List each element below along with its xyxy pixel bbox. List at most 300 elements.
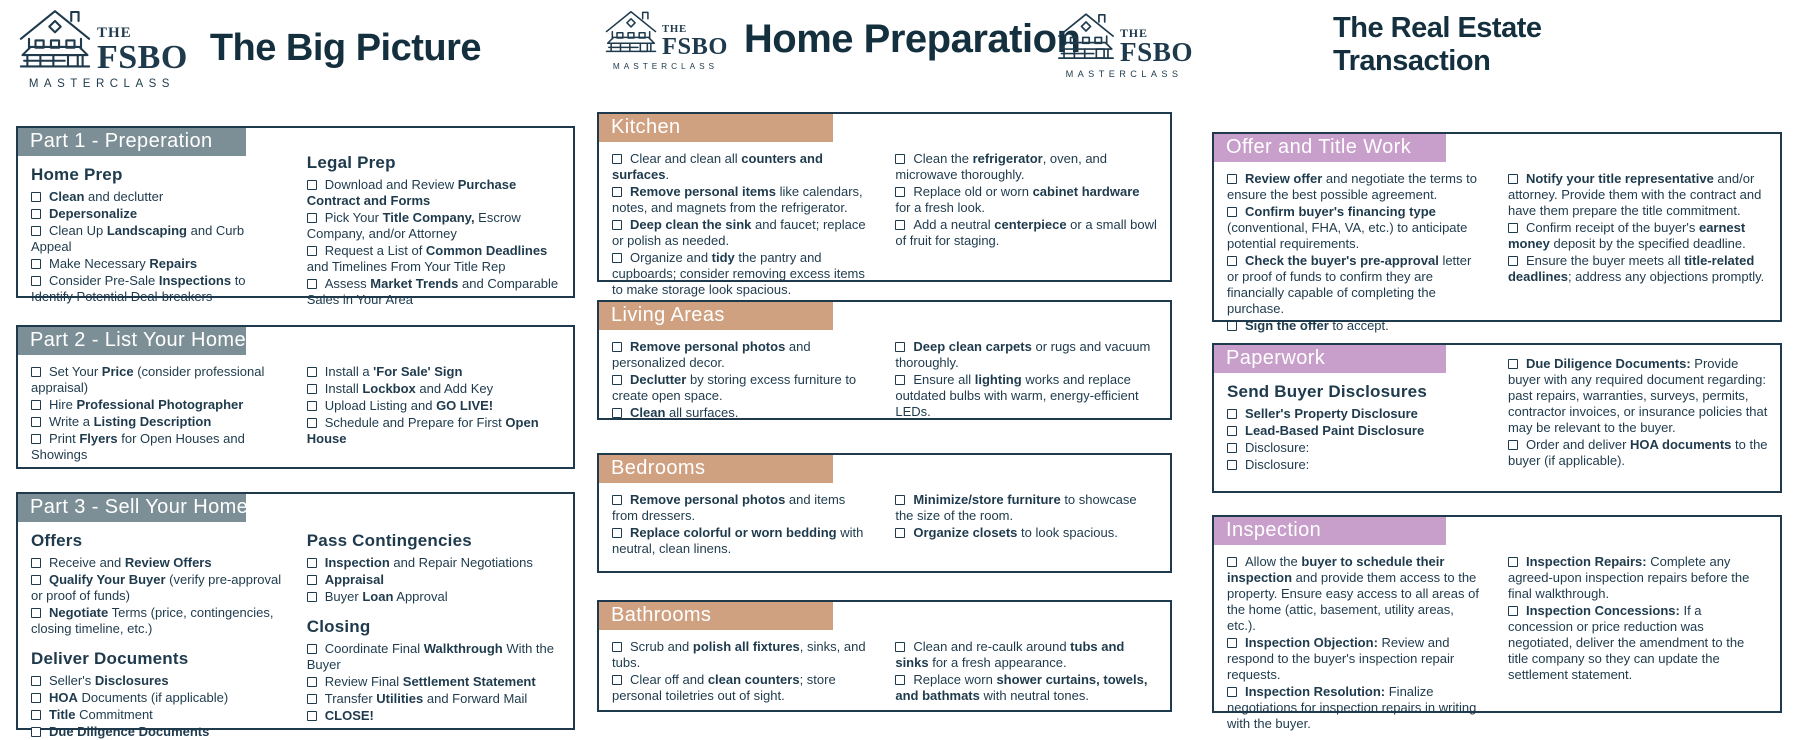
checkbox[interactable] [1508,223,1518,233]
checklist-item [307,674,561,690]
item-text-bold: Landscaping [106,222,187,238]
checklist-item [307,210,561,242]
item-text-bold: Purchase Contract and Forms [306,177,517,208]
item-text: Add a neutral [913,216,995,232]
checklist-item [31,397,283,413]
item-text: Scrub and [630,639,693,654]
section-header-bar: Part 2 - List Your Home [18,327,246,355]
checkbox[interactable] [1508,256,1518,266]
checklist-group [1508,171,1768,285]
item-text: Replace old or worn [913,183,1033,199]
section-column [895,492,1158,567]
checklist-item [307,177,561,209]
checkbox[interactable] [895,375,905,385]
item-text: Pick Your [324,209,383,225]
sheet-header [603,8,1080,71]
item-text: (conventional, FHA, VA, etc.) to anticipate potential requirements. [1227,219,1468,251]
item-text-bold: shower curtains, towels, and bathmats [895,671,1148,703]
checkbox[interactable] [1227,409,1237,419]
logo-fsbo: FSBO [662,32,728,60]
item-text: . [665,166,670,182]
section-header-bar: Bathrooms [599,602,833,630]
checkbox[interactable] [1227,557,1237,567]
item-text: ; address any objections promptly. [1567,268,1765,284]
checkbox[interactable] [31,676,41,686]
item-text: Clean the [913,151,973,166]
item-text: Clean Up [49,222,107,238]
checklist-item [895,151,1158,183]
item-text-bold: Title [49,706,76,722]
checkbox[interactable] [307,384,317,394]
checklist-group [895,339,1158,420]
checklist-item [895,639,1158,671]
house-icon [16,6,94,75]
item-text: Coordinate Final [324,640,424,656]
item-text: Install [324,380,363,396]
checklist-group [31,364,283,463]
checkbox[interactable] [895,528,905,538]
checkbox[interactable] [895,495,905,505]
section-column [31,531,283,739]
checklist-group [31,649,283,740]
checkbox[interactable] [895,220,905,230]
item-text: Order and deliver [1525,436,1631,452]
checkbox[interactable] [1227,460,1237,470]
item-text-bold: Review offer [1245,171,1323,186]
checkbox[interactable] [1227,207,1237,217]
item-text: Review and respond to the buyer's inspection repair requests. [1227,634,1455,682]
section-column [1227,382,1484,487]
checklist-item [1508,171,1768,219]
item-text: Review Final [324,673,403,689]
item-text-bold: Inspection Repairs: [1525,554,1647,569]
item-text: , sinks, and tubs. [612,639,866,670]
checklist-item [31,724,283,740]
item-text-bold: Listing Description [93,413,212,429]
checklist-item [307,415,561,447]
checklist-item [1508,437,1768,469]
item-text: to Identify Potential Deal-breakers [31,272,246,304]
checkbox[interactable] [307,592,317,602]
checklist-item [31,605,283,637]
checklist-item [612,405,871,421]
item-text-bold: Seller's Property Disclosure [1245,406,1418,421]
item-text: Replace worn [913,671,997,687]
item-text: With the Buyer [306,640,554,672]
section-column [1227,554,1484,731]
checkbox[interactable] [31,710,41,720]
checkbox[interactable] [307,246,317,256]
section-bathrooms [597,600,1172,712]
checkbox[interactable] [31,367,41,377]
checkbox[interactable] [612,675,622,685]
item-text-bold: title-related deadlines [1507,252,1755,284]
section-header-bar: Offer and Title Work [1214,134,1446,162]
item-text: Schedule and Prepare for First [324,414,506,430]
checkbox[interactable] [1227,256,1237,266]
item-text-bold: tidy [711,249,735,265]
item-text-bold: Negotiate [49,604,109,620]
logo-masterclass: MASTERCLASS [612,62,719,71]
item-text-bold: buyer to schedule their inspection [1227,554,1445,585]
checkbox[interactable] [31,558,41,568]
checkbox[interactable] [612,342,622,352]
item-text-bold: Title Company, [382,209,475,225]
checkbox[interactable] [612,253,622,263]
checklist-item [1227,171,1484,203]
item-text-bold: Flyers [79,430,118,446]
item-text: by storing excess furniture to create open space. [612,371,857,403]
item-text-bold: lighting [974,371,1022,387]
item-text-bold: clean counters [707,671,800,687]
checklist-item [612,492,871,524]
checkbox[interactable] [612,495,622,505]
checkbox[interactable] [1227,321,1237,331]
checklist-item [307,641,561,673]
checklist-item [31,256,283,272]
checklist-item [895,372,1158,420]
checkbox[interactable] [1508,359,1518,369]
checklist-group [1227,171,1484,334]
item-text-bold: Replace colorful or worn bedding [630,524,837,540]
item-text: , oven, and microwave thoroughly. [895,151,1108,182]
section-column [1508,554,1768,707]
checkbox[interactable] [307,213,317,223]
checkbox[interactable] [307,279,317,289]
section-column [612,639,871,706]
section-part-2-list-your-home [16,325,575,469]
checkbox[interactable] [612,375,622,385]
section-column [307,364,561,463]
checkbox[interactable] [307,694,317,704]
group-heading: Send Buyer Disclosures [1227,382,1427,401]
item-text-bold: Sign the offer [1245,317,1329,333]
checkbox[interactable] [612,642,622,652]
item-text: Hire [49,396,77,412]
item-text-bold: cabinet hardware [1032,183,1140,199]
item-text: Print [49,430,80,446]
checklist-item [307,243,561,275]
section-column [612,151,871,297]
checklist-item [1227,457,1484,473]
checkbox[interactable] [31,575,41,585]
checkbox[interactable] [307,401,317,411]
sheet-the-big-picture [16,0,575,738]
checklist-item [612,639,871,671]
section-header-bar: Living Areas [599,302,833,330]
item-text-bold: counters and surfaces [612,151,823,182]
checkbox[interactable] [307,575,317,585]
checklist-item [895,672,1158,704]
checkbox[interactable] [895,342,905,352]
checklist-item [895,339,1158,371]
item-text: Consider Pre-Sale [49,272,159,288]
checklist-group [31,165,283,305]
section-inspection [1212,515,1782,731]
item-text: works and replace outdated bulbs with warm, energy-efficient LEDs. [895,371,1139,419]
checklist-item [1508,554,1768,602]
checkbox[interactable] [895,187,905,197]
checklist-item [31,673,283,689]
item-text: Make Necessary [49,255,150,271]
item-text: Ensure the buyer meets all [1525,252,1685,268]
item-text-bold: Confirm buyer's financing type [1245,203,1436,219]
checklist-group [307,364,561,447]
item-text: with neutral tones. [979,687,1089,703]
item-text-bold: Remove personal photos [630,492,786,507]
item-text-bold: Organize closets [913,524,1018,540]
item-text: Ensure all [913,371,975,387]
section-bedrooms [597,453,1172,573]
checkbox[interactable] [307,180,317,190]
checklist-group [1508,356,1768,469]
item-text-bold: Inspections [158,272,232,288]
checkbox[interactable] [31,727,41,737]
checkbox[interactable] [1227,687,1237,697]
item-text-bold: Professional Photographer [76,396,244,412]
checkbox[interactable] [612,408,622,418]
item-text-bold: polish all fixtures [692,639,800,654]
item-text: and Timelines From Your Title Rep [306,258,506,274]
checkbox[interactable] [31,259,41,269]
checklist-item [307,381,561,397]
checklist-item [31,414,283,430]
sheet-title [744,17,1081,62]
item-text: and/or attorney. Provide them with the contract and have them prepare the title commitment. [1507,171,1762,218]
checkbox[interactable] [31,209,41,219]
item-text: Install a [324,364,374,379]
checklist-item [31,555,283,571]
checkbox[interactable] [307,711,317,721]
item-text: Terms (price, contingencies, closing timeline, etc.) [31,604,274,636]
item-text-bold: Disclosures [94,672,169,688]
item-text-bold: Open House [306,414,539,446]
item-text: Transfer [324,690,377,706]
item-text: with neutral, clean linens. [612,524,864,556]
checklist-item [1227,635,1484,683]
item-text: Request a List of [324,242,426,258]
logo-the: THE [97,25,132,41]
section-column [612,339,871,420]
logo-the: THE [662,22,687,35]
checklist-group [612,492,871,557]
item-text: or a small bowl of fruit for staging. [895,216,1157,248]
item-text-bold: HOA [49,689,78,705]
item-text: for Open Houses and Showings [31,430,245,462]
fsbo-masterclass-logo [16,6,188,90]
checkbox[interactable] [612,187,622,197]
checkbox[interactable] [895,642,905,652]
checklist-item [31,206,283,222]
checkbox[interactable] [31,417,41,427]
checklist-item [895,184,1158,216]
checklist-item [895,492,1158,524]
item-text: Provide buyer with any required document regarding: past repairs, warranties, surveys, permits, contractor invoices, or insurance policies that may be relevant to the buyer. [1507,356,1768,435]
sheet-title-line: Home Preparation [743,17,1081,62]
item-text-bold: Deep clean the sink [630,216,752,232]
item-text-bold: 'For Sale' Sign [373,364,463,379]
section-column [895,639,1158,706]
checklist-item [307,276,561,308]
checklist-group [612,639,871,704]
item-text: deposit by the specified deadline. [1549,235,1746,251]
item-text-bold: Deep clean carpets [913,339,1032,354]
item-text-bold: Inspection Resolution: [1245,683,1386,699]
item-text-bold: Settlement Statement [402,673,536,689]
item-text-bold: GO LIVE! [436,397,494,413]
checklist-item [1508,603,1768,683]
checkbox[interactable] [1227,426,1237,436]
checklist-group [1227,554,1484,732]
section-header-bar: Part 1 - Preperation [18,128,246,156]
checkbox[interactable] [1227,443,1237,453]
sheet-title [1333,12,1541,77]
item-text-bold: Review Offers [124,555,212,570]
checkbox[interactable] [307,677,317,687]
checkbox[interactable] [895,154,905,164]
item-text: Buyer [324,588,363,604]
checkbox[interactable] [612,528,622,538]
sheet-title-line: Transaction [1333,44,1491,77]
item-text: to look spacious. [1017,524,1118,540]
item-text-bold: HOA documents [1630,436,1732,452]
item-text-bold: Clean [49,189,85,204]
checklist-item [612,184,871,216]
item-text: Clear off and [630,671,708,687]
section-column [1508,356,1768,487]
item-text: Set Your [49,364,102,379]
item-text-bold: Inspection [324,555,390,570]
checklist-item [31,707,283,723]
checkbox[interactable] [31,400,41,410]
checklist-item [31,273,283,305]
checklist-item [612,672,871,704]
section-column [307,531,561,724]
checklist-group [895,151,1158,249]
item-text-bold: Lockbox [362,380,416,396]
item-text: or rugs and vacuum thoroughly. [895,339,1151,370]
checklist-item [1227,253,1484,317]
item-text: and Repair Negotiations [389,555,533,570]
checkbox[interactable] [1508,174,1518,184]
section-column [31,165,283,304]
item-text: Finalize negotiations for inspection repairs in writing with the buyer. [1227,683,1477,731]
item-text-bold: Appraisal [324,571,384,587]
item-text: Escrow Company, and/or Attorney [306,209,521,241]
checkbox[interactable] [307,558,317,568]
item-text-bold: refrigerator [972,151,1043,166]
section-column [31,364,283,463]
item-text-bold: Due Diligence Documents [49,723,210,739]
item-text: Clean and re-caulk around [913,639,1071,654]
checkbox[interactable] [307,367,317,377]
checklist-group [1508,554,1768,683]
checkbox[interactable] [31,192,41,202]
checklist-item [612,339,871,371]
checkbox[interactable] [612,220,622,230]
item-text: ; store personal toiletries out of sight. [612,671,836,703]
section-part-3-sell-your-home [16,492,575,739]
item-text-bold: Depersonalize [49,205,138,221]
item-text: Upload Listing and [324,397,437,413]
checkbox[interactable] [1508,606,1518,616]
checkbox[interactable] [31,693,41,703]
item-text-bold: Walkthrough [423,640,503,656]
checkbox[interactable] [612,154,622,164]
item-text-bold: Remove personal photos [630,339,786,354]
checkbox[interactable] [31,608,41,618]
item-text-bold: Declutter [630,371,687,387]
item-text: Confirm receipt of the buyer's [1525,219,1699,235]
item-text-bold: Market Trends [370,275,459,291]
checklist-group [612,339,871,421]
checklist-item [307,398,561,414]
group-heading: Legal Prep [306,153,396,172]
checkbox[interactable] [1508,440,1518,450]
checkbox[interactable] [307,644,317,654]
item-text-bold: Check the buyer's pre-approval [1245,252,1439,268]
item-text: Disclosure: [1245,439,1310,455]
checklist-group [31,531,283,637]
item-text: the pantry and cupboards; consider removing excess items to make storage look spacious. [612,249,865,297]
item-text: Allow the [1245,554,1302,569]
checkbox[interactable] [1227,174,1237,184]
checklist-item [1227,684,1484,732]
checkbox[interactable] [307,418,317,428]
item-text: for a fresh look. [895,199,985,215]
item-text-bold: Utilities [376,690,424,706]
section-part-1-preperation [16,126,575,307]
item-text: and Comparable Sales in Your Area [306,275,559,307]
logo-the: THE [1120,25,1148,40]
checklist-group [307,617,561,724]
item-text-bold: Notify your title representative [1525,171,1714,186]
item-text: and provide them access to the property. Ensure easy access to all areas of the home (attic, basement, utility areas, etc.). [1227,569,1479,633]
checklist-item [1227,406,1484,422]
checkbox[interactable] [1508,557,1518,567]
group-heading: Offers [31,531,83,550]
checkbox[interactable] [31,226,41,236]
section-column [895,339,1158,419]
sheet-title-line: The Real Estate [1333,12,1542,45]
group-heading: Deliver Documents [31,648,189,668]
checkbox[interactable] [895,675,905,685]
item-text-bold: Inspection Concessions: [1525,602,1680,618]
house-icon [1055,10,1117,66]
sheet-title-line: The Big Picture [209,26,482,69]
checklist-item [612,151,871,183]
checklist-item [612,525,871,557]
section-kitchen [597,112,1172,297]
item-text-bold: Inspection Objection: [1245,634,1378,650]
item-text-bold: Common Deadlines [425,242,548,258]
checkbox[interactable] [31,276,41,286]
checklist-item [31,690,283,706]
checkbox[interactable] [1227,638,1237,648]
sheet-header [16,6,481,90]
item-text-bold: CLOSE! [324,707,374,723]
item-text: (consider professional appraisal) [31,364,265,395]
section-header-bar: Paperwork [1214,345,1446,373]
checkbox[interactable] [31,434,41,444]
section-header-bar: Bedrooms [599,455,833,483]
item-text-bold: Qualify Your Buyer [49,571,166,587]
item-text: and declutter [84,189,164,204]
checklist-group [1227,382,1484,473]
item-text: and Forward Mail [423,690,528,706]
fsbo-masterclass-logo [1055,10,1193,79]
checklist-item [31,431,283,463]
